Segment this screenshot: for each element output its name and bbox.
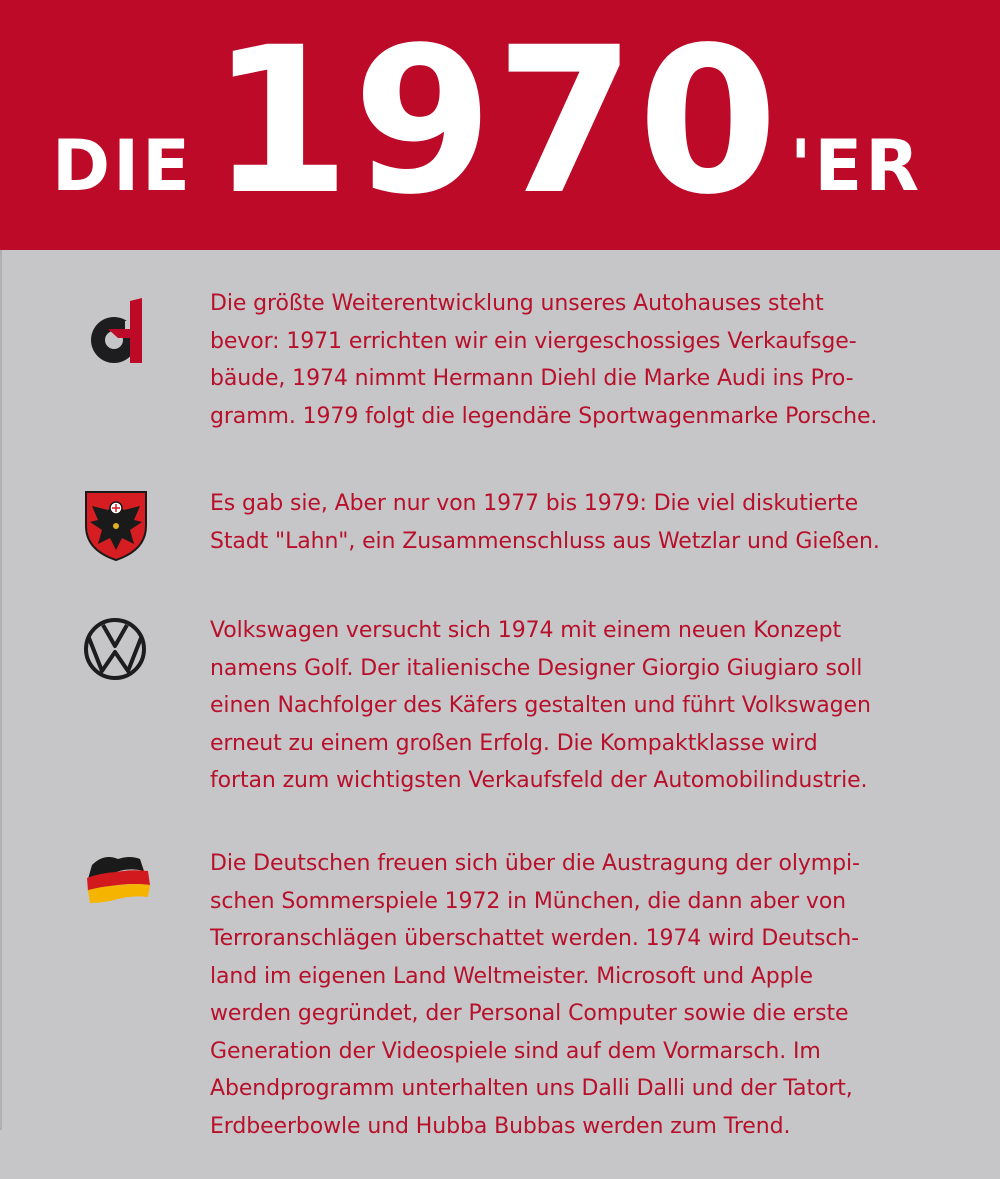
page-title (0, 0, 1000, 250)
entry-text-volkswagen: Volkswagen versucht sich 1974 mit einem neuen Konzept namens Golf. Der italienische Designer Giorgio Giugiaro soll einen Nachfolger des Käfers gestalten und führt Volkswagen erneut zu einem großen Erfolg. Die Kompaktklasse wird fortan zum wichtigsten Verkaufsfeld der Automobilindustrie. (210, 618, 871, 793)
volkswagen-logo-icon (78, 612, 154, 688)
entry-text-autohaus: Die größte Weiterentwicklung unseres Autohauses steht bevor: 1971 errichten wir ein viergeschossiges Verkaufsge- bäude, 1974 nimmt Hermann Diehl die Marke Audi ins Pro- gramm. 1979 folgt die legendäre Sportwagenmarke Porsche. (210, 291, 878, 429)
left-edge-line (0, 250, 2, 1130)
title-suffix: 'ER (790, 125, 923, 207)
german-flag-icon (78, 845, 154, 921)
lahn-coat-of-arms-icon (78, 488, 154, 564)
title-year: 1970 (210, 3, 781, 239)
entry-text-lahn: Es gab sie, Aber nur von 1977 bis 1979: Die viel diskutierte Stadt "Lahn", ein Zusammenschluss aus Wetzlar und Gießen. (210, 491, 880, 554)
header-banner (0, 0, 1000, 250)
title-prefix: DIE (52, 125, 193, 207)
autohaus-diehl-logo-icon (78, 293, 154, 369)
entry-text-deutschland: Die Deutschen freuen sich über die Austragung der olympi- schen Sommerspiele 1972 in München, die dann aber von Terroranschlägen überschattet werden. 1974 wird Deutsch- land im eigenen Land Weltmeister. Microsoft und Apple werden gegründet, der Personal Computer sowie die erste Generation der Videospiele sind auf dem Vormarsch. Im Abendprogramm unterhalten uns Dalli Dalli und der Tatort, Erdbeerbowle und Hubba Bubbas werden zum Trend. (210, 851, 860, 1139)
